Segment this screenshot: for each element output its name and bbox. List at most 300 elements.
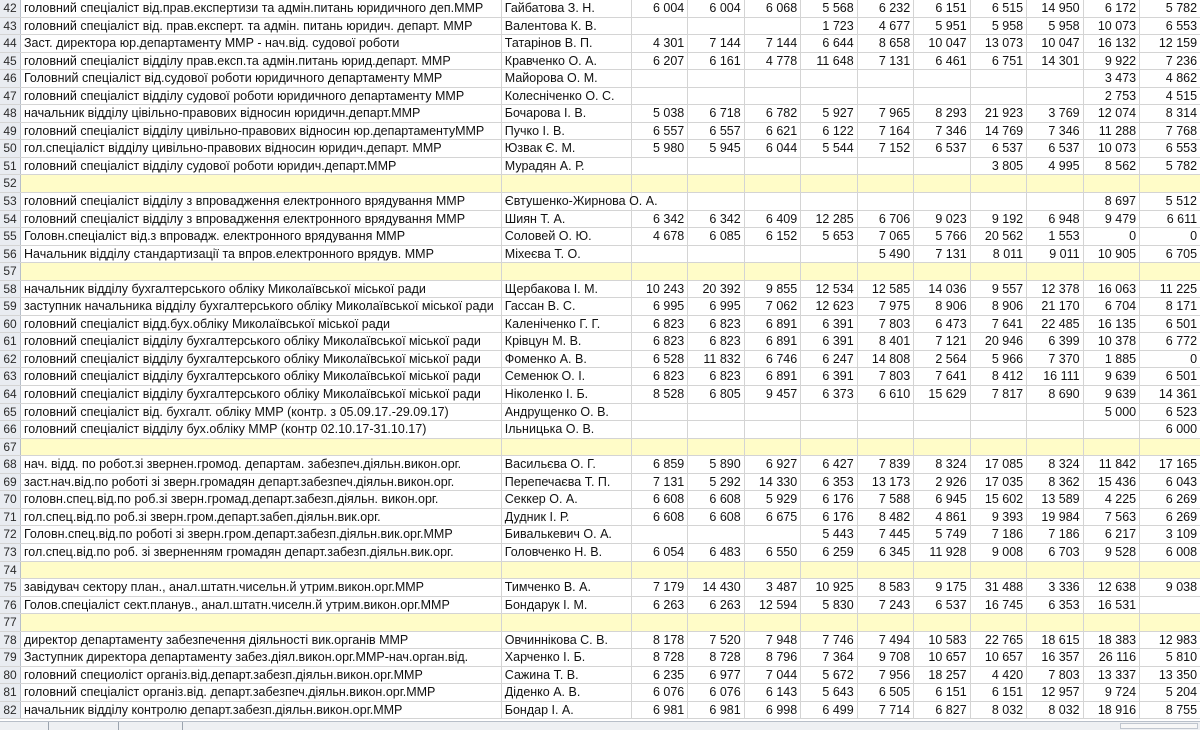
amount-cell[interactable]: 5 512	[1165, 194, 1197, 209]
amount-cell[interactable]: 3 336	[1027, 579, 1083, 596]
amount-cell[interactable]: 14 361	[1158, 387, 1198, 402]
amount-cell[interactable]: 7 520	[688, 632, 744, 649]
amount-cell[interactable]: 8 401	[858, 333, 914, 350]
amount-cell[interactable]: 7 131	[858, 53, 914, 70]
amount-cell[interactable]: 5 653	[801, 228, 857, 245]
amount-cell[interactable]	[801, 263, 857, 280]
amount-cell[interactable]: 4 861	[914, 509, 970, 526]
amount-cell[interactable]: 6 608	[688, 509, 744, 526]
amount-cell[interactable]	[914, 404, 970, 421]
amount-cell[interactable]	[745, 18, 801, 35]
amount-cell[interactable]	[971, 263, 1027, 280]
row-number-header[interactable]: 62	[0, 351, 21, 368]
amount-cell[interactable]: 7 641	[971, 316, 1027, 333]
sheet-tab-divider[interactable]	[182, 722, 183, 730]
employee-name-cell[interactable]: Фоменко А. В.	[502, 351, 632, 368]
amount-cell[interactable]: 13 350	[1158, 667, 1198, 682]
row-number-header[interactable]: 49	[0, 123, 21, 140]
row-number-header[interactable]: 58	[0, 281, 21, 298]
employee-name-cell[interactable]: Міхеєва Т. О.	[502, 246, 632, 263]
amount-cell[interactable]: 20 392	[688, 281, 744, 298]
employee-name-cell[interactable]: Бондар І. А.	[502, 702, 632, 719]
amount-cell[interactable]: 12 074	[1084, 105, 1140, 122]
amount-cell[interactable]	[914, 614, 970, 631]
amount-cell[interactable]: 5 782	[1165, 158, 1198, 173]
row-number-header[interactable]: 57	[0, 263, 21, 280]
position-cell[interactable]: головний спеціаліст відділу бухгалтерського обліку Миколаївської міської ради	[21, 368, 502, 385]
position-cell[interactable]	[21, 614, 502, 631]
row-number-header[interactable]: 54	[0, 211, 21, 228]
amount-cell[interactable]	[1084, 439, 1140, 456]
amount-cell[interactable]: 12 534	[801, 281, 857, 298]
amount-cell[interactable]	[1027, 439, 1083, 456]
amount-cell[interactable]	[801, 88, 857, 105]
amount-cell[interactable]: 6 608	[632, 491, 688, 508]
amount-cell[interactable]	[801, 404, 857, 421]
amount-cell[interactable]: 6 373	[801, 386, 857, 403]
employee-name-cell[interactable]: Колесніченко О. С.	[502, 88, 632, 105]
amount-cell[interactable]: 9 922	[1084, 53, 1140, 70]
amount-cell[interactable]: 6 703	[1027, 544, 1083, 561]
amount-cell[interactable]: 8 728	[632, 649, 688, 666]
amount-cell[interactable]: 9 855	[745, 281, 801, 298]
row-number-header[interactable]: 52	[0, 175, 21, 192]
amount-cell[interactable]: 9 708	[858, 649, 914, 666]
amount-cell[interactable]	[632, 614, 688, 631]
employee-name-cell[interactable]: Діденко А. В.	[502, 684, 632, 701]
amount-cell[interactable]: 10 073	[1084, 140, 1140, 157]
employee-name-cell[interactable]	[502, 439, 632, 456]
amount-cell[interactable]: 2 564	[914, 351, 970, 368]
amount-cell[interactable]: 6 827	[914, 702, 970, 719]
position-cell[interactable]: гол.спец.від.по роб.зі зверн.гром.департ.забеп.діяльн.вик.орг.	[21, 509, 502, 526]
employee-name-cell[interactable]: Шиян Т. А.	[502, 211, 632, 228]
row-number-header[interactable]: 65	[0, 404, 21, 421]
amount-cell[interactable]: 6 054	[632, 544, 688, 561]
amount-cell[interactable]: 6 751	[971, 53, 1027, 70]
row-number-header[interactable]: 48	[0, 105, 21, 122]
amount-cell[interactable]: 6 207	[632, 53, 688, 70]
amount-cell[interactable]	[1084, 263, 1140, 280]
amount-cell[interactable]: 7 445	[858, 526, 914, 543]
amount-cell[interactable]: 6 247	[801, 351, 857, 368]
amount-cell[interactable]: 9 479	[1084, 211, 1140, 228]
row-number-header[interactable]: 82	[0, 702, 21, 719]
amount-cell[interactable]: 1 553	[1027, 228, 1083, 245]
employee-name-cell[interactable]: Васильєва О. Г.	[502, 456, 632, 473]
amount-cell[interactable]: 5 945	[688, 140, 744, 157]
amount-cell[interactable]: 6 483	[688, 544, 744, 561]
amount-cell[interactable]	[1140, 263, 1200, 280]
row-number-header[interactable]: 69	[0, 474, 21, 491]
amount-cell[interactable]: 6 427	[801, 456, 857, 473]
amount-cell[interactable]: 6 391	[801, 316, 857, 333]
amount-cell[interactable]: 8 011	[971, 246, 1027, 263]
amount-cell[interactable]: 8 171	[1165, 299, 1198, 314]
amount-cell[interactable]: 7 588	[858, 491, 914, 508]
amount-cell[interactable]: 9 639	[1084, 386, 1140, 403]
amount-cell[interactable]: 17 085	[971, 456, 1027, 473]
position-cell[interactable]: заступник начальника відділу бухгалтерського обліку Миколаївської міської ради	[21, 298, 502, 315]
amount-cell[interactable]	[745, 175, 801, 192]
position-cell[interactable]: Головн.спеціаліст від.з впровадж. електронного врядування ММР	[21, 228, 502, 245]
amount-cell[interactable]: 6 076	[688, 684, 744, 701]
amount-cell[interactable]	[914, 158, 970, 175]
employee-name-cell[interactable]: Каленіченко Г. Г.	[502, 316, 632, 333]
employee-name-cell[interactable]: Крівцун М. В.	[502, 333, 632, 350]
amount-cell[interactable]: 6 353	[1027, 597, 1083, 614]
amount-cell[interactable]: 10 657	[914, 649, 970, 666]
amount-cell[interactable]	[801, 158, 857, 175]
amount-cell[interactable]: 16 132	[1084, 35, 1140, 52]
amount-cell[interactable]	[1140, 614, 1200, 631]
amount-cell[interactable]: 6 945	[914, 491, 970, 508]
amount-cell[interactable]	[971, 404, 1027, 421]
amount-cell[interactable]: 10 657	[971, 649, 1027, 666]
amount-cell[interactable]	[971, 614, 1027, 631]
row-number-header[interactable]: 64	[0, 386, 21, 403]
amount-cell[interactable]: 6 122	[801, 123, 857, 140]
employee-name-cell[interactable]: Дудник І. Р.	[502, 509, 632, 526]
amount-cell[interactable]: 13 073	[971, 35, 1027, 52]
amount-cell[interactable]: 12 585	[858, 281, 914, 298]
amount-cell[interactable]: 7 839	[858, 456, 914, 473]
amount-cell[interactable]	[914, 439, 970, 456]
amount-cell[interactable]	[688, 404, 744, 421]
amount-cell[interactable]: 4 420	[971, 667, 1027, 684]
amount-cell[interactable]: 7 144	[745, 35, 801, 52]
amount-cell[interactable]: 6 342	[632, 211, 688, 228]
amount-cell[interactable]: 6 151	[971, 684, 1027, 701]
amount-cell[interactable]: 6 143	[745, 684, 801, 701]
employee-name-cell[interactable]: Ільницька О. В.	[502, 421, 632, 438]
row-number-header[interactable]: 50	[0, 140, 21, 157]
amount-cell[interactable]	[971, 70, 1027, 87]
amount-cell[interactable]: 13 173	[858, 474, 914, 491]
amount-cell[interactable]: 6 557	[632, 123, 688, 140]
employee-name-cell[interactable]: Пучко І. В.	[502, 123, 632, 140]
amount-cell[interactable]	[1084, 614, 1140, 631]
amount-cell[interactable]	[688, 158, 744, 175]
amount-cell[interactable]: 6 000	[1165, 422, 1198, 437]
amount-cell[interactable]: 21 170	[1027, 298, 1083, 315]
amount-cell[interactable]: 6 151	[914, 684, 970, 701]
amount-cell[interactable]: 4 301	[632, 35, 688, 52]
amount-cell[interactable]: 12 378	[1027, 281, 1083, 298]
amount-cell[interactable]	[1140, 439, 1200, 456]
amount-cell[interactable]: 7 494	[858, 632, 914, 649]
amount-cell[interactable]: 11 928	[914, 544, 970, 561]
row-number-header[interactable]: 78	[0, 632, 21, 649]
position-cell[interactable]: головний спеціаліст відділу судової роботи юридич.департ.ММР	[21, 158, 502, 175]
amount-cell[interactable]	[688, 526, 744, 543]
amount-cell[interactable]: 6 608	[688, 491, 744, 508]
amount-cell[interactable]	[801, 175, 857, 192]
amount-cell[interactable]	[1027, 193, 1083, 210]
amount-cell[interactable]: 6 399	[1027, 333, 1083, 350]
amount-cell[interactable]: 6 269	[1165, 492, 1198, 507]
row-number-header[interactable]: 46	[0, 70, 21, 87]
amount-cell[interactable]: 7 364	[801, 649, 857, 666]
amount-cell[interactable]	[632, 193, 688, 210]
amount-cell[interactable]	[858, 263, 914, 280]
amount-cell[interactable]: 21 923	[971, 105, 1027, 122]
amount-cell[interactable]: 8 528	[632, 386, 688, 403]
amount-cell[interactable]: 6 217	[1084, 526, 1140, 543]
position-cell[interactable]: Заступник директора департаменту забез.діял.викон.орг.ММР-нач.орган.від.	[21, 649, 502, 666]
amount-cell[interactable]	[914, 70, 970, 87]
amount-cell[interactable]	[801, 193, 857, 210]
row-number-header[interactable]: 53	[0, 193, 21, 210]
amount-cell[interactable]: 9 393	[971, 509, 1027, 526]
amount-cell[interactable]: 5 810	[1165, 650, 1198, 665]
amount-cell[interactable]: 5 766	[914, 228, 970, 245]
amount-cell[interactable]: 22 485	[1027, 316, 1083, 333]
amount-cell[interactable]: 7 641	[914, 368, 970, 385]
amount-cell[interactable]: 31 488	[971, 579, 1027, 596]
amount-cell[interactable]: 7 975	[858, 298, 914, 315]
amount-cell[interactable]: 6 859	[632, 456, 688, 473]
row-number-header[interactable]: 73	[0, 544, 21, 561]
amount-cell[interactable]: 6 161	[688, 53, 744, 70]
position-cell[interactable]	[21, 439, 502, 456]
amount-cell[interactable]	[688, 439, 744, 456]
amount-cell[interactable]: 20 946	[971, 333, 1027, 350]
amount-cell[interactable]: 5 966	[971, 351, 1027, 368]
amount-cell[interactable]: 7 803	[858, 368, 914, 385]
amount-cell[interactable]: 6 152	[745, 228, 801, 245]
amount-cell[interactable]: 7 179	[632, 579, 688, 596]
row-number-header[interactable]: 77	[0, 614, 21, 631]
employee-name-cell[interactable]: Головченко Н. В.	[502, 544, 632, 561]
amount-cell[interactable]: 5 643	[801, 684, 857, 701]
row-number-header[interactable]: 51	[0, 158, 21, 175]
employee-name-cell[interactable]	[502, 175, 632, 192]
employee-name-cell[interactable]: Тимченко В. А.	[502, 579, 632, 596]
amount-cell[interactable]: 1 885	[1084, 351, 1140, 368]
amount-cell[interactable]: 6 823	[688, 333, 744, 350]
amount-cell[interactable]: 6 076	[632, 684, 688, 701]
amount-cell[interactable]: 4 778	[745, 53, 801, 70]
amount-cell[interactable]	[745, 404, 801, 421]
amount-cell[interactable]: 8 697	[1084, 193, 1140, 210]
amount-cell[interactable]: 4 677	[858, 18, 914, 35]
amount-cell[interactable]: 6 948	[1027, 211, 1083, 228]
row-number-header[interactable]: 80	[0, 667, 21, 684]
amount-cell[interactable]: 6 823	[632, 333, 688, 350]
employee-name-cell[interactable]: Ніколенко І. Б.	[502, 386, 632, 403]
amount-cell[interactable]: 6 998	[745, 702, 801, 719]
amount-cell[interactable]	[632, 18, 688, 35]
amount-cell[interactable]	[1027, 562, 1083, 579]
amount-cell[interactable]: 6 044	[745, 140, 801, 157]
amount-cell[interactable]	[914, 263, 970, 280]
amount-cell[interactable]: 15 436	[1084, 474, 1140, 491]
amount-cell[interactable]: 14 808	[858, 351, 914, 368]
row-number-header[interactable]: 75	[0, 579, 21, 596]
amount-cell[interactable]: 7 121	[914, 333, 970, 350]
amount-cell[interactable]: 6 235	[632, 667, 688, 684]
amount-cell[interactable]: 17 165	[1158, 457, 1198, 472]
amount-cell[interactable]: 5 038	[632, 105, 688, 122]
amount-cell[interactable]: 6 353	[801, 474, 857, 491]
amount-cell[interactable]: 7 346	[1027, 123, 1083, 140]
amount-cell[interactable]	[858, 88, 914, 105]
amount-cell[interactable]: 7 131	[914, 246, 970, 263]
amount-cell[interactable]	[914, 175, 970, 192]
amount-cell[interactable]: 6 515	[971, 0, 1027, 17]
amount-cell[interactable]: 18 383	[1084, 632, 1140, 649]
amount-cell[interactable]: 7 186	[1027, 526, 1083, 543]
amount-cell[interactable]: 6 505	[858, 684, 914, 701]
amount-cell[interactable]: 6 537	[914, 140, 970, 157]
amount-cell[interactable]: 5 749	[914, 526, 970, 543]
position-cell[interactable]: головн.спец.від.по роб.зі зверн.громад.департ.забезп.діяльн. викон.орг.	[21, 491, 502, 508]
amount-cell[interactable]: 7 065	[858, 228, 914, 245]
amount-cell[interactable]	[632, 88, 688, 105]
amount-cell[interactable]: 6 499	[801, 702, 857, 719]
amount-cell[interactable]	[688, 246, 744, 263]
employee-name-cell[interactable]	[502, 562, 632, 579]
amount-cell[interactable]: 16 135	[1084, 316, 1140, 333]
row-number-header[interactable]: 67	[0, 439, 21, 456]
amount-cell[interactable]: 4 515	[1165, 88, 1198, 103]
amount-cell[interactable]	[745, 526, 801, 543]
amount-cell[interactable]: 7 131	[632, 474, 688, 491]
amount-cell[interactable]: 6 805	[688, 386, 744, 403]
amount-cell[interactable]: 7 370	[1027, 351, 1083, 368]
amount-cell[interactable]: 6 621	[745, 123, 801, 140]
row-number-header[interactable]: 76	[0, 597, 21, 614]
amount-cell[interactable]: 15 629	[914, 386, 970, 403]
amount-cell[interactable]	[914, 562, 970, 579]
amount-cell[interactable]: 7 956	[858, 667, 914, 684]
amount-cell[interactable]: 8 906	[971, 298, 1027, 315]
amount-cell[interactable]: 10 047	[1027, 35, 1083, 52]
amount-cell[interactable]: 5 929	[745, 491, 801, 508]
amount-cell[interactable]: 16 745	[971, 597, 1027, 614]
amount-cell[interactable]: 12 638	[1084, 579, 1140, 596]
amount-cell[interactable]: 26 116	[1084, 649, 1140, 666]
amount-cell[interactable]: 5 204	[1165, 685, 1198, 700]
position-cell[interactable]: головний спеціаліст організ.від. департ.забезпеч.діяльн.викон.орг.ММР	[21, 684, 502, 701]
amount-cell[interactable]: 5 927	[801, 105, 857, 122]
amount-cell[interactable]	[971, 421, 1027, 438]
amount-cell[interactable]	[632, 421, 688, 438]
amount-cell[interactable]	[858, 175, 914, 192]
amount-cell[interactable]: 2 753	[1084, 88, 1140, 105]
amount-cell[interactable]	[632, 158, 688, 175]
amount-cell[interactable]	[745, 70, 801, 87]
amount-cell[interactable]: 9 528	[1084, 544, 1140, 561]
amount-cell[interactable]: 6 891	[745, 368, 801, 385]
employee-name-cell[interactable]: Овчиннікова С. В.	[502, 632, 632, 649]
position-cell[interactable]: головний спеціаліст відділу бухгалтерського обліку Миколаївської міської ради	[21, 333, 502, 350]
amount-cell[interactable]: 6 644	[801, 35, 857, 52]
amount-cell[interactable]: 15 602	[971, 491, 1027, 508]
employee-name-cell[interactable]: Гайбатова З. Н.	[502, 0, 632, 17]
amount-cell[interactable]: 16 357	[1027, 649, 1083, 666]
amount-cell[interactable]	[632, 526, 688, 543]
amount-cell[interactable]	[858, 158, 914, 175]
amount-cell[interactable]: 5 443	[801, 526, 857, 543]
employee-name-cell[interactable]: Євтушенко-Жирнова О. А.	[502, 193, 632, 210]
employee-name-cell[interactable]: Татарінов В. П.	[502, 35, 632, 52]
amount-cell[interactable]	[1027, 404, 1083, 421]
employee-name-cell[interactable]: Бочарова І. В.	[502, 105, 632, 122]
amount-cell[interactable]: 3 805	[971, 158, 1027, 175]
amount-cell[interactable]: 7 236	[1165, 53, 1198, 68]
amount-cell[interactable]: 7 803	[858, 316, 914, 333]
amount-cell[interactable]: 6 823	[632, 368, 688, 385]
amount-cell[interactable]: 6 269	[1165, 509, 1198, 524]
amount-cell[interactable]: 6 232	[858, 0, 914, 17]
amount-cell[interactable]: 8 562	[1084, 158, 1140, 175]
row-number-header[interactable]: 43	[0, 18, 21, 35]
amount-cell[interactable]: 5 980	[632, 140, 688, 157]
amount-cell[interactable]: 22 765	[971, 632, 1027, 649]
amount-cell[interactable]: 5 292	[688, 474, 744, 491]
amount-cell[interactable]: 8 583	[858, 579, 914, 596]
amount-cell[interactable]: 7 152	[858, 140, 914, 157]
position-cell[interactable]: головний спеціаліст відділу судової роботи юридичного департаменту ММР	[21, 88, 502, 105]
position-cell[interactable]: завідувач сектору план., анал.штатн.чисельн.й утрим.викон.орг.ММР	[21, 579, 502, 596]
amount-cell[interactable]: 3 473	[1084, 70, 1140, 87]
employee-name-cell[interactable]: Семенюк О. І.	[502, 368, 632, 385]
row-number-header[interactable]: 74	[0, 562, 21, 579]
amount-cell[interactable]: 6 823	[632, 316, 688, 333]
amount-cell[interactable]: 11 288	[1084, 123, 1140, 140]
employee-name-cell[interactable]: Майорова О. М.	[502, 70, 632, 87]
row-number-header[interactable]: 68	[0, 456, 21, 473]
amount-cell[interactable]: 5 672	[801, 667, 857, 684]
amount-cell[interactable]: 6 610	[858, 386, 914, 403]
amount-cell[interactable]: 8 178	[632, 632, 688, 649]
amount-cell[interactable]: 6 891	[745, 316, 801, 333]
amount-cell[interactable]: 6 995	[688, 298, 744, 315]
amount-cell[interactable]: 12 285	[801, 211, 857, 228]
amount-cell[interactable]: 18 257	[914, 667, 970, 684]
amount-cell[interactable]: 7 144	[688, 35, 744, 52]
amount-cell[interactable]: 7 965	[858, 105, 914, 122]
amount-cell[interactable]: 8 658	[858, 35, 914, 52]
amount-cell[interactable]: 6 345	[858, 544, 914, 561]
amount-cell[interactable]: 8 755	[1165, 702, 1198, 717]
amount-cell[interactable]	[632, 439, 688, 456]
position-cell[interactable]: начальник відділу бухгалтерського обліку Миколаївської міської ради	[21, 281, 502, 298]
amount-cell[interactable]	[914, 88, 970, 105]
amount-cell[interactable]	[745, 421, 801, 438]
amount-cell[interactable]: 10 047	[914, 35, 970, 52]
amount-cell[interactable]: 6 342	[688, 211, 744, 228]
employee-name-cell[interactable]: Соловей О. Ю.	[502, 228, 632, 245]
amount-cell[interactable]: 9 557	[971, 281, 1027, 298]
amount-cell[interactable]: 1 723	[801, 18, 857, 35]
amount-cell[interactable]: 14 769	[971, 123, 1027, 140]
employee-name-cell[interactable]: Валентова К. В.	[502, 18, 632, 35]
position-cell[interactable]: головний спеціаліст відділу бухгалтерського обліку Миколаївської міської ради	[21, 351, 502, 368]
sheet-tab-divider[interactable]	[48, 722, 49, 730]
amount-cell[interactable]: 9 724	[1084, 684, 1140, 701]
amount-cell[interactable]: 12 159	[1158, 36, 1198, 51]
amount-cell[interactable]	[1140, 597, 1200, 614]
employee-name-cell[interactable]	[502, 614, 632, 631]
amount-cell[interactable]: 6 705	[1165, 246, 1198, 261]
amount-cell[interactable]: 8 032	[1027, 702, 1083, 719]
amount-cell[interactable]: 11 648	[801, 53, 857, 70]
amount-cell[interactable]: 18 916	[1084, 702, 1140, 719]
employee-name-cell[interactable]: Андрущенко О. В.	[502, 404, 632, 421]
